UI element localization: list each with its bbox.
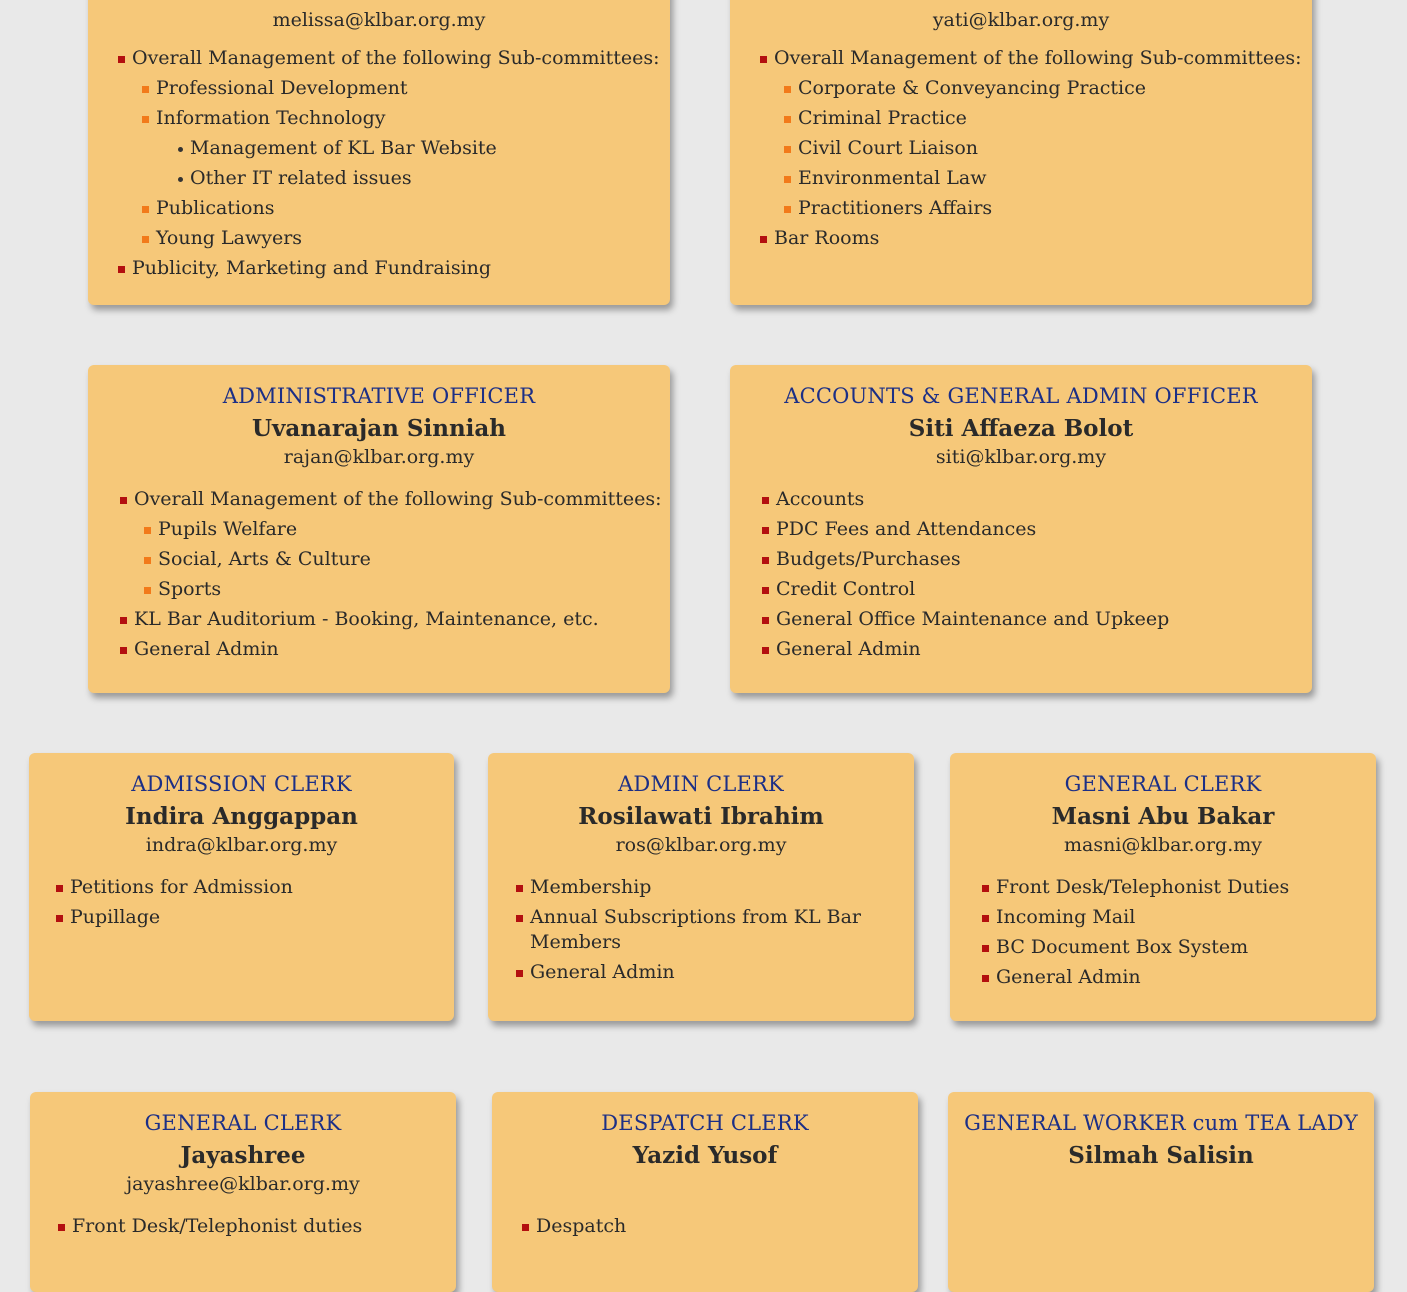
duty-item: KL Bar Auditorium - Booking, Maintenance, etc.	[120, 604, 670, 634]
duty-item: Front Desk/Telephonist duties	[58, 1211, 456, 1241]
duty-item: Petitions for Admission	[56, 872, 454, 902]
duty-item: PDC Fees and Attendances	[762, 514, 1312, 544]
duties-list	[730, 484, 1312, 664]
duty-item: Credit Control	[762, 574, 1312, 604]
sub-committee-item: Pupils Welfare	[144, 514, 670, 544]
sub-committee-item: Sports	[144, 574, 670, 604]
staff-card	[948, 1092, 1374, 1292]
sub-duty-bullet-item: Management of KL Bar Website	[176, 133, 670, 163]
staff-email[interactable]: jayashree@klbar.org.my	[126, 1173, 360, 1195]
duties-list	[730, 43, 1312, 253]
sub-committee-item: Information Technology	[142, 103, 670, 133]
duties-list	[488, 872, 914, 987]
duties-list	[29, 872, 454, 932]
staff-name: Jayashree	[180, 1142, 306, 1169]
staff-name: Rosilawati Ibrahim	[578, 803, 824, 830]
staff-name: Yazid Yusof	[632, 1142, 778, 1169]
staff-email[interactable]: siti@klbar.org.my	[935, 446, 1107, 468]
duties-list	[30, 1211, 456, 1241]
duty-item: General Office Maintenance and Upkeep	[762, 604, 1312, 634]
staff-card	[88, 0, 670, 305]
duty-item: Budgets/Purchases	[762, 544, 1312, 574]
staff-card	[88, 365, 670, 693]
duty-item: General Admin	[762, 634, 1312, 664]
duty-item: Pupillage	[56, 902, 454, 932]
role-title: ACCOUNTS & GENERAL ADMIN OFFICER	[784, 384, 1258, 408]
duty-item: General Admin	[516, 957, 874, 987]
staff-name: Uvanarajan Sinniah	[251, 415, 507, 442]
staff-email[interactable]: indra@klbar.org.my	[145, 834, 338, 856]
duty-item: Overall Management of the following Sub-committees:	[118, 43, 670, 73]
duty-item: General Admin	[120, 634, 670, 664]
role-title: DESPATCH CLERK	[601, 1111, 809, 1135]
staff-email[interactable]: ros@klbar.org.my	[615, 834, 787, 856]
duty-item: Overall Management of the following Sub-committees:	[120, 484, 670, 514]
role-title: GENERAL CLERK	[144, 1111, 342, 1135]
sub-committee-item: Environmental Law	[784, 163, 1312, 193]
sub-committee-item: Young Lawyers	[142, 223, 670, 253]
staff-card	[950, 753, 1376, 1021]
staff-card	[30, 1092, 456, 1292]
staff-card	[730, 365, 1312, 693]
sub-committee-item: Publications	[142, 193, 670, 223]
sub-committee-item: Criminal Practice	[784, 103, 1312, 133]
staff-card	[730, 0, 1312, 305]
duty-item: Despatch	[522, 1211, 918, 1241]
staff-name: Indira Anggappan	[125, 803, 358, 830]
sub-committee-item: Corporate & Conveyancing Practice	[784, 73, 1312, 103]
duties-list	[88, 43, 670, 283]
duty-item: Overall Management of the following Sub-committees:	[760, 43, 1312, 73]
sub-committee-item: Practitioners Affairs	[784, 193, 1312, 223]
duty-item: Incoming Mail	[982, 902, 1376, 932]
staff-name: Siti Affaeza Bolot	[908, 415, 1134, 442]
duty-item: BC Document Box System	[982, 932, 1376, 962]
sub-committee-item: Professional Development	[142, 73, 670, 103]
duty-item: Front Desk/Telephonist Duties	[982, 872, 1376, 902]
sub-committee-item: Civil Court Liaison	[784, 133, 1312, 163]
duty-item: Bar Rooms	[760, 223, 1312, 253]
role-title: ADMIN CLERK	[618, 772, 784, 796]
duties-list	[88, 484, 670, 664]
staff-card	[29, 753, 454, 1021]
role-title: ADMISSION CLERK	[131, 772, 352, 796]
duties-list	[950, 872, 1376, 992]
role-title: GENERAL CLERK	[1064, 772, 1262, 796]
staff-email[interactable]: rajan@klbar.org.my	[283, 446, 475, 468]
duties-list	[492, 1211, 918, 1241]
staff-email[interactable]: melissa@klbar.org.my	[272, 9, 486, 31]
staff-name: Silmah Salisin	[1068, 1142, 1254, 1169]
duty-item: General Admin	[982, 962, 1376, 992]
role-title: ADMINISTRATIVE OFFICER	[222, 384, 536, 408]
duty-item: Publicity, Marketing and Fundraising	[118, 253, 670, 283]
role-title: GENERAL WORKER cum TEA LADY	[964, 1111, 1358, 1135]
staff-card	[492, 1092, 918, 1292]
duty-item: Annual Subscriptions from KL Bar Members	[516, 902, 874, 957]
staff-name: Masni Abu Bakar	[1051, 803, 1275, 830]
staff-email[interactable]: masni@klbar.org.my	[1064, 834, 1262, 856]
duty-item: Membership	[516, 872, 874, 902]
staff-card	[488, 753, 914, 1021]
sub-duty-bullet-item: Other IT related issues	[176, 163, 670, 193]
staff-email[interactable]: yati@klbar.org.my	[932, 9, 1110, 31]
duty-item: Accounts	[762, 484, 1312, 514]
sub-committee-item: Social, Arts & Culture	[144, 544, 670, 574]
